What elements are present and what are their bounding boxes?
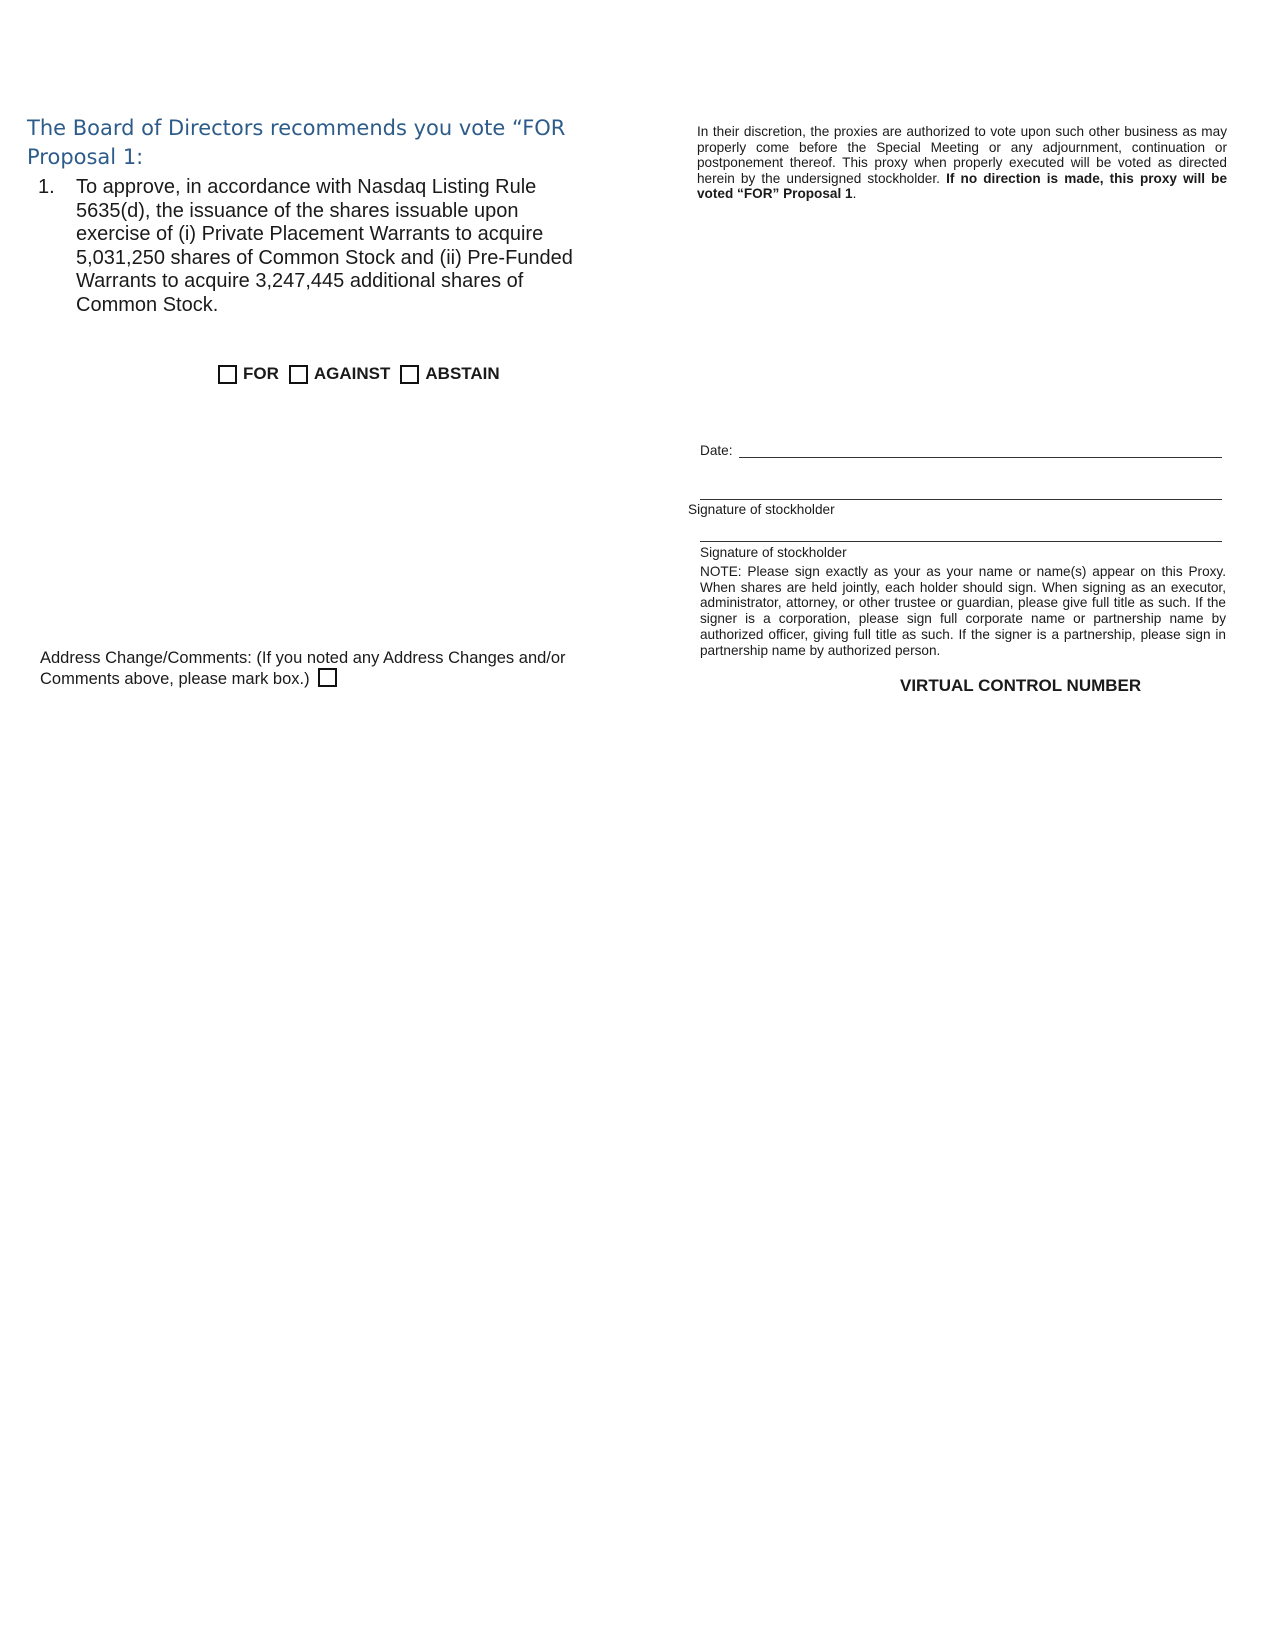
date-label: Date: [700, 443, 733, 458]
against-checkbox[interactable] [289, 365, 308, 384]
discretion-bold-text: If no direction is made, this proxy will be voted “FOR” Proposal 1 [697, 170, 1227, 202]
signature-label-2: Signature of stockholder [700, 545, 847, 560]
discretion-text: In their discretion, the proxies are authorized to vote upon such other business as may properly come before the Special Meeting or any adjournment, continuation or postponement thereof. This proxy when properly executed will be voted as directed herein by the undersigned stockholder. [697, 124, 1227, 186]
board-recommendation-heading: The Board of Directors recommends you vote “FOR Proposal 1: [27, 116, 566, 169]
abstain-label: ABSTAIN [425, 364, 500, 383]
proposal-text: To approve, in accordance with Nasdaq Listing Rule 5635(d), the issuance of the shares issuable upon exercise of (i) Private Placement Warrants to acquire 5,031,250 shares of Common Stock and (ii) Pre-Funded Warrants to acquire 3,247,445 additional shares of Common Stock. [76, 176, 573, 316]
discretion-paragraph [697, 124, 1227, 202]
signature-line-1[interactable] [700, 498, 1222, 500]
address-change-section [40, 648, 600, 689]
vote-options [218, 364, 504, 384]
address-change-label: Address Change/Comments: (If you noted any Address Changes and/or Comments above, please mark box.) [40, 649, 566, 688]
abstain-checkbox[interactable] [400, 365, 419, 384]
proposal-number: 1. [38, 176, 55, 198]
for-label: FOR [243, 364, 279, 383]
signature-label-1: Signature of stockholder [688, 502, 835, 517]
discretion-end: . [852, 186, 857, 202]
virtual-control-number-label: VIRTUAL CONTROL NUMBER [900, 676, 1142, 695]
for-checkbox[interactable] [218, 365, 237, 384]
proposal-1 [38, 176, 578, 318]
against-label: AGAINST [313, 364, 391, 383]
signing-note: NOTE: Please sign exactly as your as your name or name(s) appear on this Proxy. When shares are held jointly, each holder should sign. When signing as an executor, administrator, attorney, or other trustee or guardian, please give full title as such. If the signer is a corporation, please sign full corporate name or partnership name by authorized officer, giving full title as such. If the signer is a partnership, please sign in partnership name by authorized person. [700, 564, 1226, 658]
date-field [700, 443, 1222, 458]
date-input-line[interactable] [739, 443, 1223, 458]
address-change-checkbox[interactable] [318, 668, 337, 687]
signature-line-2[interactable] [700, 540, 1222, 542]
